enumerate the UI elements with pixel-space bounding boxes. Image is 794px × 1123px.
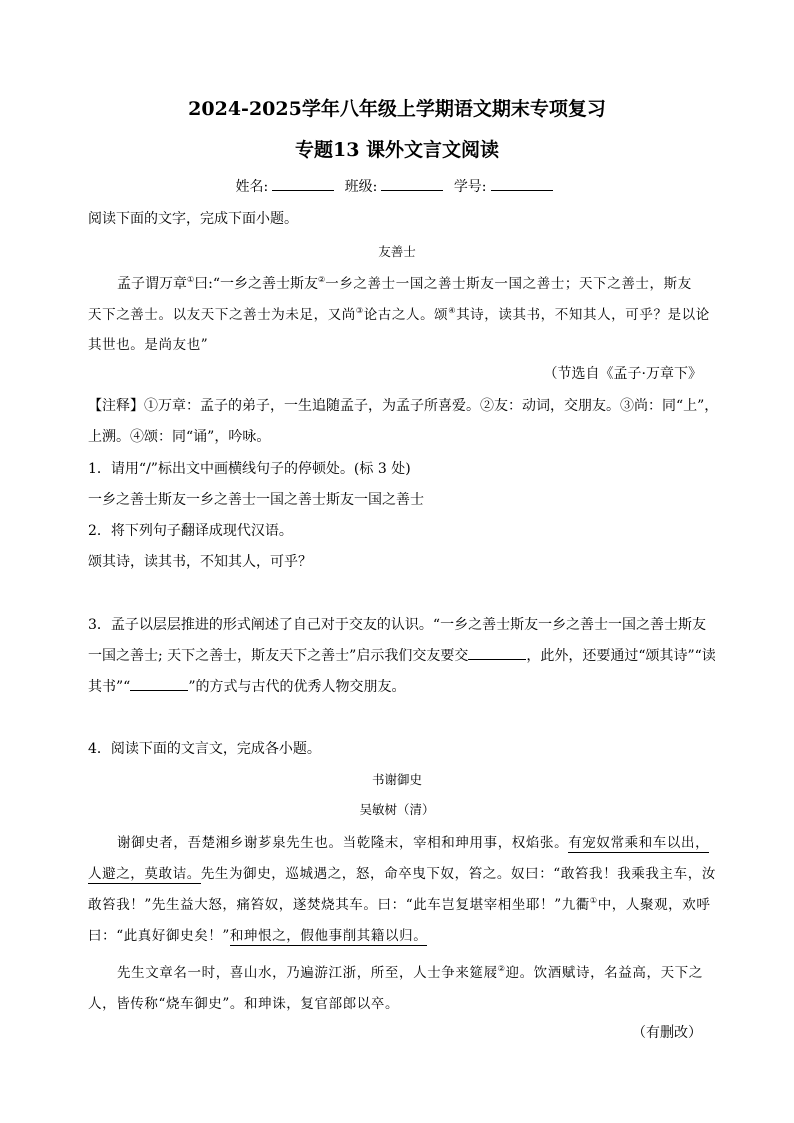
question-2-sentence: 颂其诗，读其书，不知其人，可乎？ (88, 554, 312, 570)
notes-line2: 上溯。④颂：同“诵”，吟咏。 (88, 429, 271, 445)
passage1-line3: 其世也。是尚友也” (88, 337, 209, 353)
id-blank[interactable] (491, 178, 553, 191)
question-3-line3: 其书”“ ”的方式与古代的优秀人物交朋友。 (88, 679, 406, 695)
class-label: 班级: (344, 179, 378, 195)
notes-line1: 【注释】①万章：孟子的弟子，一生追随孟子，为孟子所喜爱。②友：动词，交朋友。③尚：同“上”， (88, 398, 719, 414)
instruction: 阅读下面的文字，完成下面小题。 (88, 211, 298, 227)
name-label: 姓名: (235, 179, 269, 195)
student-info-row (0, 176, 794, 196)
id-label: 学号: (453, 179, 487, 195)
passage2-note: （有删改） (632, 1025, 702, 1041)
passage2-p1-line3: 敢笞我！”先生益大怒，痛笞奴，遂焚烧其车。曰：“此车岂复堪宰相坐耶！”九衢①中，人聚观，欢呼 (88, 896, 711, 913)
passage1-source: （节选自《孟子·万章下》 (543, 366, 702, 382)
passage1-line2: 天下之善士。以友天下之善士为未足，又尚③论古之人。颂④其诗，读其书，不知其人，可乎？是以论 (88, 306, 710, 323)
question-3-line1: 3．孟子以层层推进的形式阐述了自己对于交友的认识。“一乡之善士斯友一乡之善士一国之善士斯友 (88, 617, 707, 633)
document-subtitle: 专题13 课外文言文阅读 (294, 139, 500, 161)
passage2-title: 书谢御史 (371, 772, 422, 787)
answer-blank-2[interactable] (130, 678, 188, 691)
answer-blank-1[interactable] (468, 647, 526, 660)
question-2: 2．将下列句子翻译成现代汉语。 (88, 523, 293, 539)
question-3-line2: 一国之善士; 天下之善士，斯友天下之善士”启示我们交友要交 ，此外，还要通过“颂其诗”“读 (88, 648, 716, 664)
question-4: 4．阅读下面的文言文，完成各小题。 (88, 741, 321, 757)
passage1-line1: 孟子谓万章①曰:“一乡之善士斯友②一乡之善士一国之善士斯友一国之善士；天下之善士，斯友 (117, 275, 692, 292)
name-blank[interactable] (272, 178, 334, 191)
passage2-p2-line1: 先生文章名一时，喜山水，乃遍游江浙，所至，人士争来筵屐②迎。饮酒赋诗，名益高，天下之 (117, 964, 703, 981)
passage2-p2-line2: 人，皆传称“烧车御史”。和珅诛，复官部郎以卒。 (88, 996, 400, 1012)
passage1-title: 友善士 (378, 244, 416, 259)
passage2-p1-line1: 谢御史者，吾楚湘乡谢芗泉先生也。当乾隆末，宰相和珅用事，权焰张。有宠奴常乘和车以出， (117, 835, 710, 851)
passage2-author: 吴敏树（清） (359, 802, 435, 817)
passage2-p1-line2: 人避之，莫敢诘。先生为御史，巡城遇之，怒，命卒曳下奴，笞之。奴曰：“敢笞我！我乘我主车，汝 (88, 866, 716, 882)
question-1: 1．请用“/”标出文中画横线句子的停顿处。(标 3 处) (88, 461, 411, 477)
document-title: 2024-2025学年八年级上学期语文期末专项复习 (188, 98, 606, 120)
class-blank[interactable] (381, 178, 443, 191)
passage2-p1-line4: 曰：“此真好御史矣！”和珅恨之，假他事削其籍以归。 (88, 928, 428, 944)
question-1-sentence: 一乡之善士斯友一乡之善士一国之善士斯友一国之善士 (88, 492, 424, 508)
